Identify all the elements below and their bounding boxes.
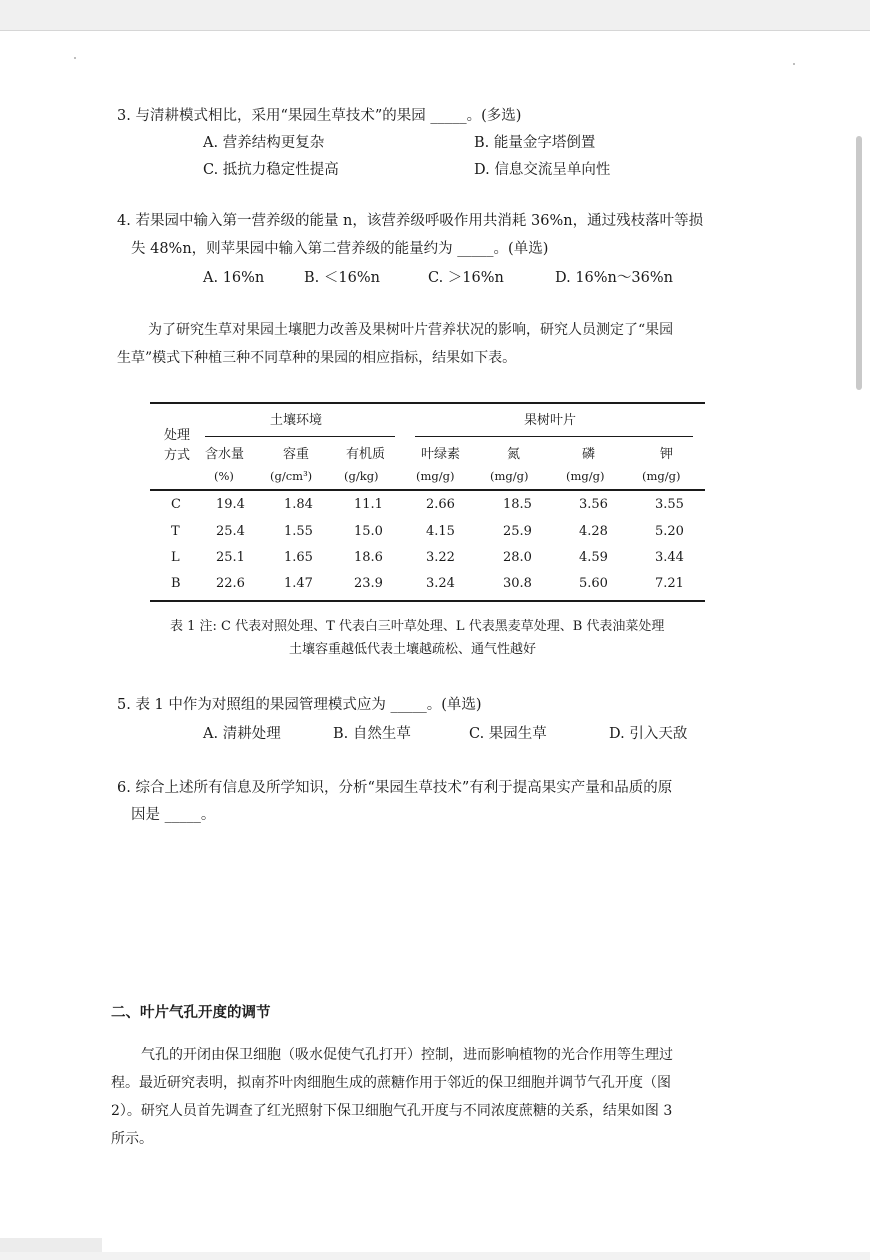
section-2-title: 二、叶片气孔开度的调节 — [111, 1005, 271, 1021]
viewer-top-bar — [0, 0, 870, 31]
cell: 1.84 — [284, 497, 313, 512]
table-bottom-rule — [150, 600, 705, 602]
row-label: B — [171, 576, 181, 591]
cell: 23.9 — [354, 576, 383, 591]
cell: 15.0 — [354, 524, 383, 539]
row-label: T — [171, 524, 180, 539]
group-header-soil: 土壤环境 — [270, 413, 323, 428]
q4-stem-line2: 失 48%n，则苹果园中输入第二营养级的能量约为 _____。(单选) — [131, 241, 549, 257]
corner-header-line2: 方式 — [164, 448, 191, 463]
q5-option-c: C. 果园生草 — [469, 726, 547, 742]
viewer-bottom-bar — [0, 1252, 870, 1260]
q5-option-d: D. 引入天敌 — [609, 726, 688, 742]
section-2-line3: 2）。研究人员首先调查了红光照射下保卫细胞气孔开度与不同浓度蔗糖的关系，结果如图 3 — [111, 1103, 673, 1119]
table-note-line2: 土壤容重越低代表土壤越疏松、通气性越好 — [289, 642, 537, 657]
table-top-rule — [150, 402, 705, 404]
cell: 2.66 — [426, 497, 455, 512]
leaf-group-rule — [415, 436, 693, 437]
col-unit-organic: (g/kg) — [344, 469, 379, 483]
col-unit-water: (%) — [214, 469, 234, 483]
cell: 25.9 — [503, 524, 532, 539]
q6-line2: 因是 _____。 — [131, 807, 216, 823]
cell: 4.15 — [426, 524, 455, 539]
cell: 22.6 — [216, 576, 245, 591]
cell: 3.55 — [655, 497, 684, 512]
q3-stem: 3. 与清耕模式相比，采用“果园生草技术”的果园 _____。(多选) — [117, 108, 522, 124]
cell: 1.55 — [284, 524, 313, 539]
cell: 3.56 — [579, 497, 608, 512]
cell: 18.5 — [503, 497, 532, 512]
q6-line1: 6. 综合上述所有信息及所学知识，分析“果园生草技术”有利于提高果实产量和品质的原 — [117, 780, 673, 796]
soil-group-rule — [205, 436, 395, 437]
cell: 3.22 — [426, 550, 455, 565]
q4-option-a: A. 16%n — [203, 270, 265, 286]
vertical-scrollbar[interactable] — [856, 136, 862, 390]
q4-option-d: D. 16%n～36%n — [555, 270, 673, 286]
col-unit-chlorophyll: (mg/g) — [416, 469, 455, 483]
cell: 28.0 — [503, 550, 532, 565]
col-unit-density: (g/cm³) — [270, 469, 313, 483]
cell: 11.1 — [354, 497, 383, 512]
viewer-bottom-tab — [0, 1238, 102, 1252]
q3-option-b: B. 能量金字塔倒置 — [474, 135, 596, 151]
col-unit-potassium: (mg/g) — [642, 469, 681, 483]
q5-option-b: B. 自然生草 — [333, 726, 411, 742]
col-unit-phosphorus: (mg/g) — [566, 469, 605, 483]
q5-stem: 5. 表 1 中作为对照组的果园管理模式应为 _____。(单选) — [117, 697, 482, 713]
row-label: L — [171, 550, 180, 565]
section-2-line2: 程。最近研究表明，拟南芥叶肉细胞生成的蔗糖作用于邻近的保卫细胞并调节气孔开度（图 — [111, 1075, 671, 1091]
col-header-organic: 有机质 — [346, 447, 386, 462]
cell: 1.47 — [284, 576, 313, 591]
col-header-density: 容重 — [283, 447, 310, 462]
section-2-line4: 所示。 — [111, 1131, 153, 1147]
group-header-leaf: 果树叶片 — [524, 413, 577, 428]
q3-option-a: A. 营养结构更复杂 — [203, 135, 325, 151]
cell: 25.1 — [216, 550, 245, 565]
col-header-nitrogen: 氮 — [507, 447, 521, 462]
scan-speck — [793, 63, 795, 65]
corner-header-line1: 处理 — [164, 428, 191, 443]
q5-option-a: A. 清耕处理 — [203, 726, 281, 742]
q4-stem-line1: 4. 若果园中输入第一营养级的能量 n，该营养级呼吸作用共消耗 36%n，通过残枝落叶等损 — [117, 213, 704, 229]
cell: 18.6 — [354, 550, 383, 565]
cell: 30.8 — [503, 576, 532, 591]
cell: 4.28 — [579, 524, 608, 539]
cell: 1.65 — [284, 550, 313, 565]
cell: 5.20 — [655, 524, 684, 539]
q3-option-d: D. 信息交流呈单向性 — [474, 162, 611, 178]
cell: 19.4 — [216, 497, 245, 512]
row-label: C — [171, 497, 181, 512]
intro-line2: 生草”模式下种植三种不同草种的果园的相应指标，结果如下表。 — [117, 350, 517, 366]
cell: 5.60 — [579, 576, 608, 591]
section-2-line1: 气孔的开闭由保卫细胞（吸水促使气孔打开）控制，进而影响植物的光合作用等生理过 — [141, 1047, 673, 1063]
table-note-line1: 表 1 注: C 代表对照处理、T 代表白三叶草处理、L 代表黑麦草处理、B 代表油菜处理 — [170, 619, 665, 634]
col-header-chlorophyll: 叶绿素 — [421, 447, 461, 462]
col-header-potassium: 钾 — [660, 447, 674, 462]
cell: 25.4 — [216, 524, 245, 539]
cell: 7.21 — [655, 576, 684, 591]
q4-option-c: C. ＞16%n — [428, 270, 504, 286]
q3-option-c: C. 抵抗力稳定性提高 — [203, 162, 339, 178]
col-unit-nitrogen: (mg/g) — [490, 469, 529, 483]
col-header-water: 含水量 — [205, 447, 245, 462]
scan-speck — [74, 57, 76, 59]
col-header-phosphorus: 磷 — [582, 447, 596, 462]
q4-option-b: B. ＜16%n — [304, 270, 380, 286]
table-header-rule — [150, 489, 705, 491]
cell: 3.24 — [426, 576, 455, 591]
cell: 3.44 — [655, 550, 684, 565]
cell: 4.59 — [579, 550, 608, 565]
intro-line1: 为了研究生草对果园土壤肥力改善及果树叶片营养状况的影响，研究人员测定了“果园 — [148, 322, 674, 338]
